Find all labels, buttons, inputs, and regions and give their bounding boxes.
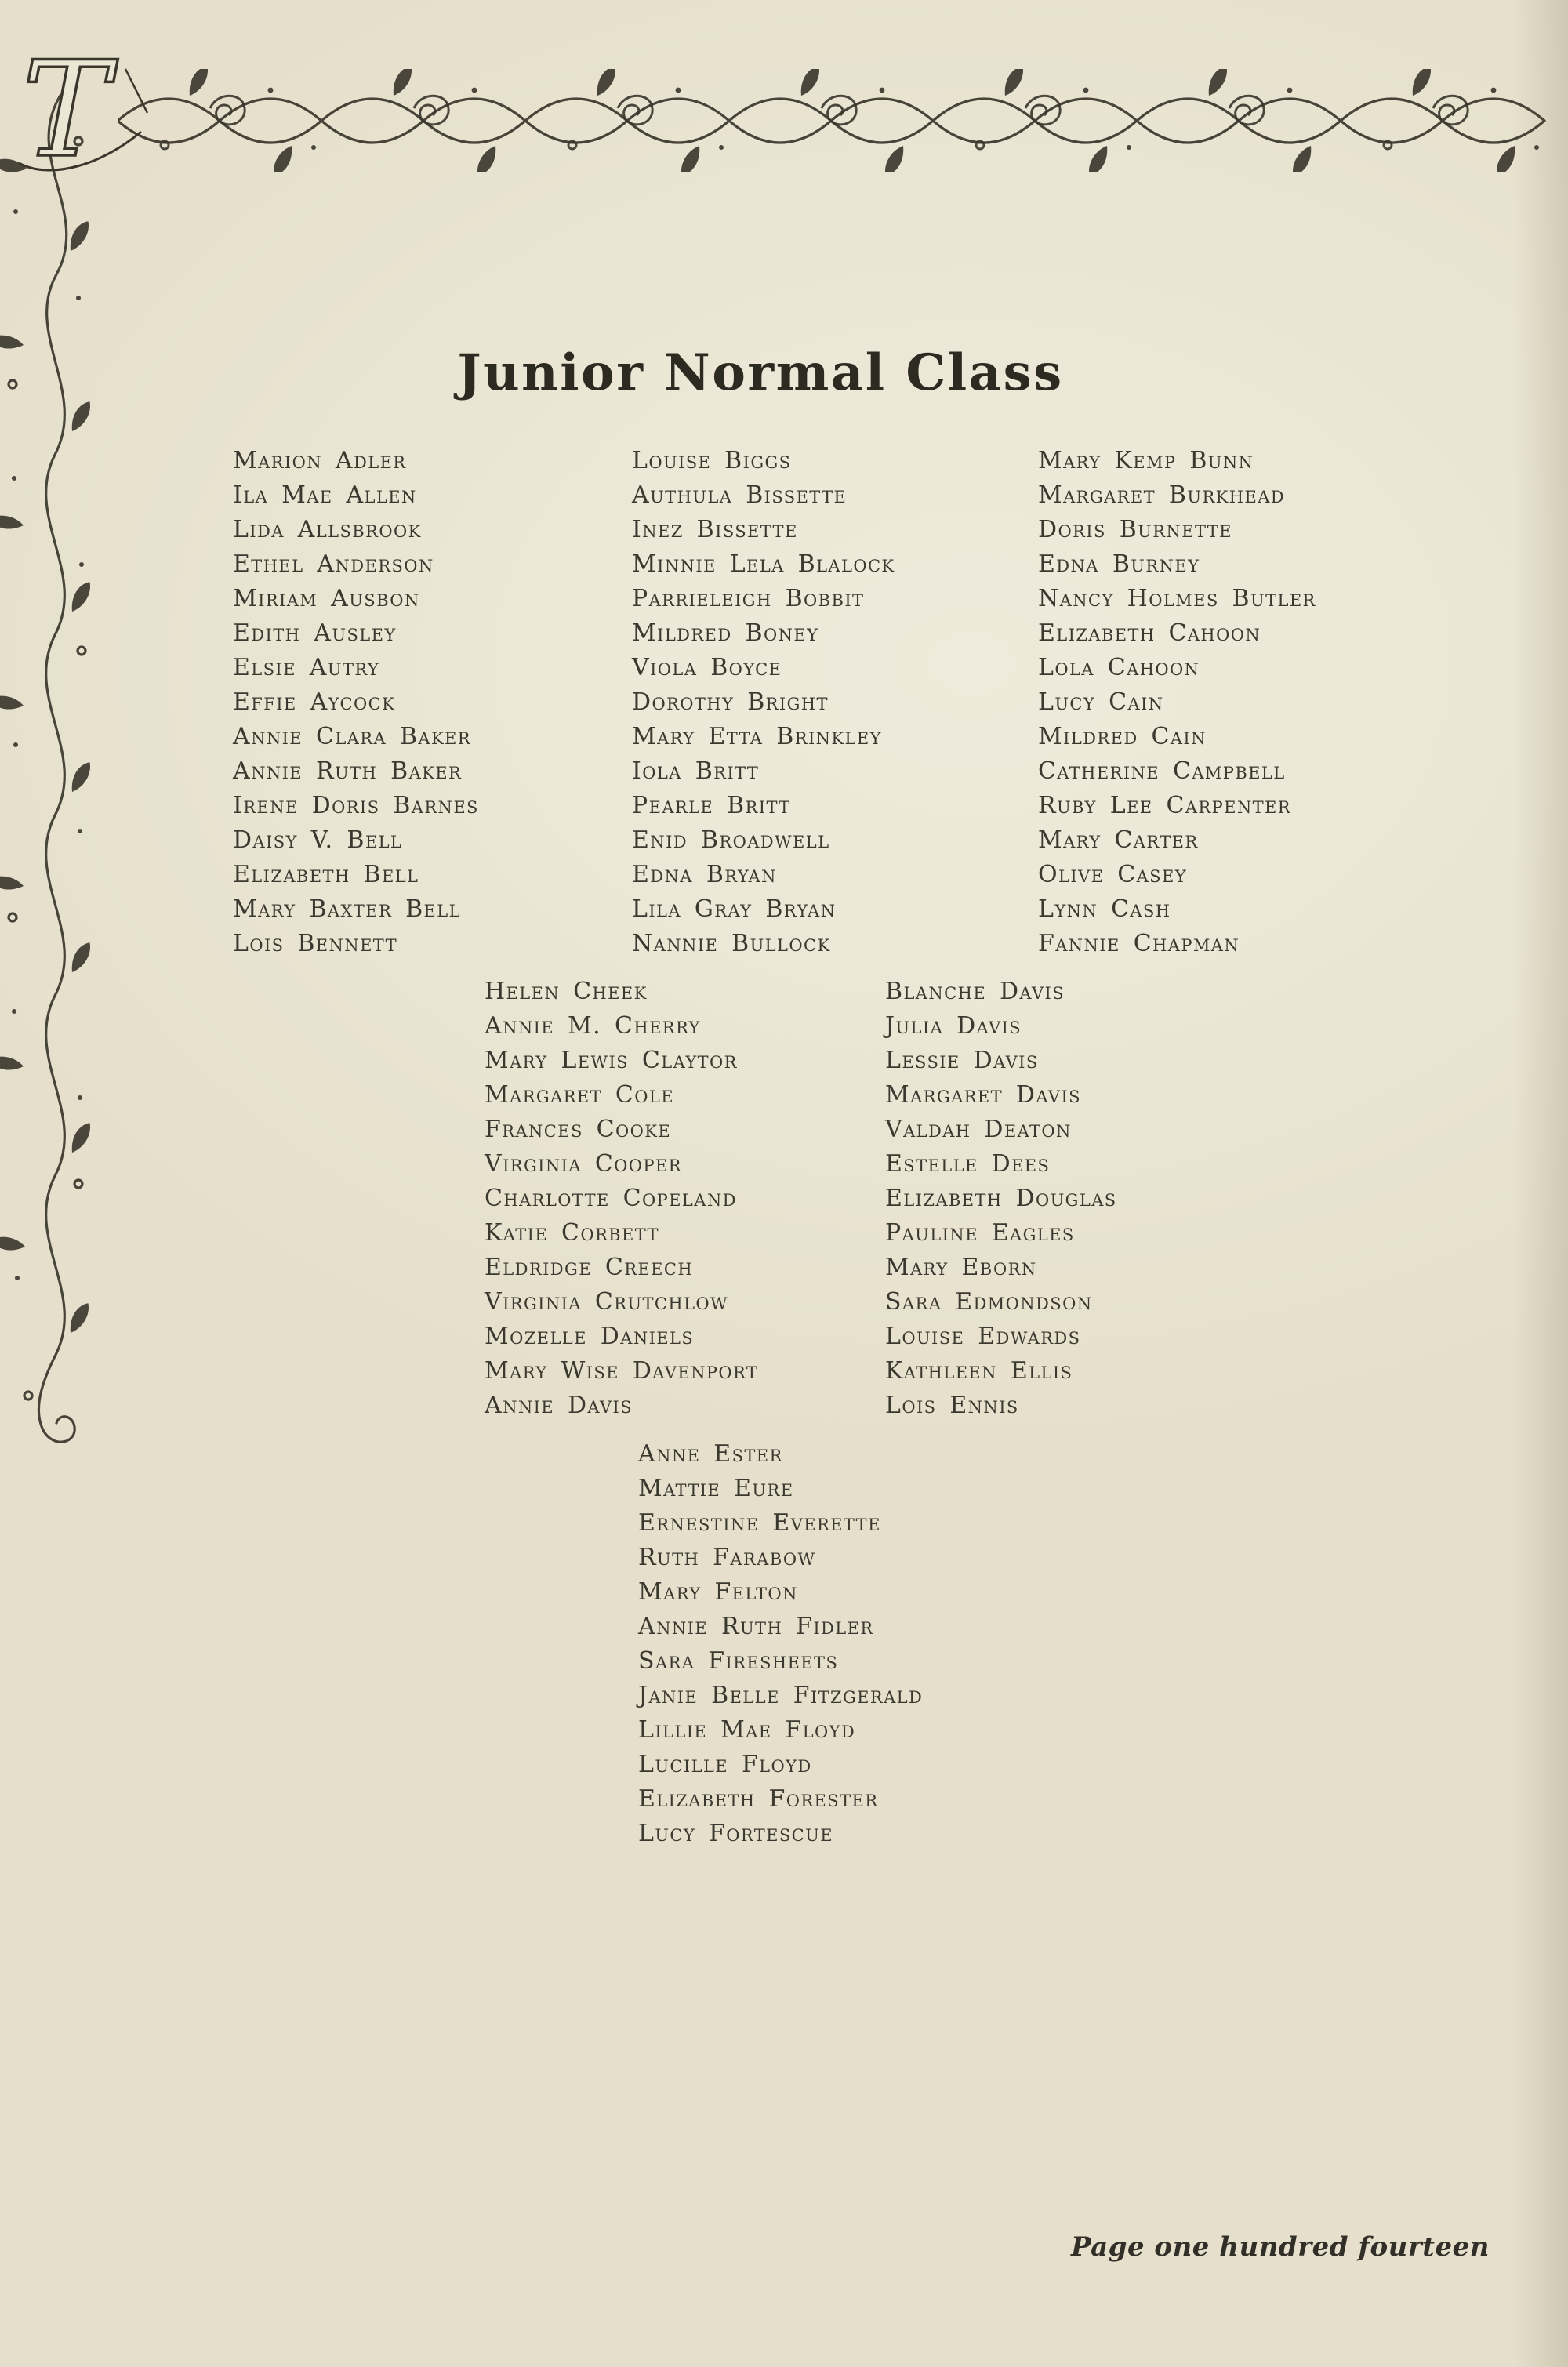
roster-name: Edna Burney (1038, 550, 1200, 578)
roster-name: Frances Cooke (485, 1116, 672, 1143)
roster-name: Ruby Lee Carpenter (1038, 792, 1291, 819)
roster-name: Elizabeth Bell (233, 861, 419, 888)
roster-name: Louise Biggs (632, 447, 792, 474)
roster-name: Annie Ruth Fidler (638, 1613, 874, 1640)
roster-name: Enid Broadwell (632, 826, 830, 854)
roster-column (233, 444, 632, 961)
roster-name: Daisy V. Bell (233, 826, 403, 854)
roster-name: Edna Bryan (632, 861, 777, 888)
page-footer: Page one hundred fourteen (1070, 2231, 1490, 2263)
roster-name: Lynn Cash (1038, 895, 1171, 923)
roster-column (485, 975, 885, 1423)
roster-section (233, 444, 1477, 961)
roster-name: Fannie Chapman (1038, 930, 1240, 957)
roster-name: Iola Britt (632, 757, 760, 785)
roster-name: Katie Corbett (485, 1219, 659, 1247)
roster-name: Lila Gray Bryan (632, 895, 837, 923)
roster-column (885, 975, 1356, 1423)
roster-name: Estelle Dees (885, 1150, 1051, 1178)
roster-name: Mozelle Daniels (485, 1323, 695, 1350)
roster-name: Mary Kemp Bunn (1038, 447, 1254, 474)
roster-name: Mary Wise Davenport (485, 1357, 759, 1385)
roster-column (638, 1437, 1124, 1851)
roster-name: Dorothy Bright (632, 688, 829, 716)
roster-name: Pauline Eagles (885, 1219, 1075, 1247)
roster-name: Lillie Mae Floyd (638, 1716, 856, 1744)
roster-name: Pearle Britt (632, 792, 791, 819)
roster-name: Mildred Boney (632, 619, 819, 647)
roster-name: Authula Bissette (632, 481, 848, 509)
roster-section (638, 1437, 1124, 1851)
roster-name: Viola Boyce (632, 654, 782, 681)
roster-name: Mary Baxter Bell (233, 895, 461, 923)
roster-column (1038, 444, 1477, 961)
roster-name: Helen Cheek (485, 978, 648, 1005)
roster-name: Olive Casey (1038, 861, 1187, 888)
roster-name: Doris Burnette (1038, 516, 1232, 543)
roster-name: Janie Belle Fitzgerald (638, 1682, 924, 1709)
roster-name: Kathleen Ellis (885, 1357, 1073, 1385)
roster-name: Charlotte Copeland (485, 1185, 737, 1212)
roster-name: Inez Bissette (632, 516, 798, 543)
roster-name: Irene Doris Barnes (233, 792, 479, 819)
page-title: Junior Normal Class (457, 343, 1064, 402)
roster-name: Elizabeth Douglas (885, 1185, 1117, 1212)
roster-name: Eldridge Creech (485, 1254, 694, 1281)
scan-edge-shadow (1513, 0, 1568, 2367)
top-ornament-band (118, 69, 1560, 172)
roster-name: Annie Davis (485, 1392, 633, 1419)
roster-name: Ernestine Everette (638, 1509, 881, 1537)
roster-name: Sara Firesheets (638, 1647, 839, 1675)
roster-column (632, 444, 1038, 961)
roster-name: Edith Ausley (233, 619, 397, 647)
roster-name: Elizabeth Cahoon (1038, 619, 1261, 647)
roster-name: Valdah Deaton (885, 1116, 1072, 1143)
roster-name: Mary Etta Brinkley (632, 723, 882, 750)
roster-name: Lessie Davis (885, 1047, 1039, 1074)
roster-name: Lois Bennett (233, 930, 398, 957)
roster-name: Blanche Davis (885, 978, 1065, 1005)
roster-name: Mildred Cain (1038, 723, 1207, 750)
roster-name: Virginia Cooper (485, 1150, 682, 1178)
roster-name: Effie Aycock (233, 688, 396, 716)
roster-name: Lola Cahoon (1038, 654, 1200, 681)
roster-name: Louise Edwards (885, 1323, 1081, 1350)
roster-name: Sara Edmondson (885, 1288, 1093, 1316)
roster-name: Annie Ruth Baker (233, 757, 463, 785)
roster-name: Catherine Campbell (1038, 757, 1286, 785)
roster-name: Virginia Crutchlow (485, 1288, 729, 1316)
roster-name: Lucy Fortescue (638, 1820, 833, 1847)
roster-name: Elsie Autry (233, 654, 380, 681)
roster-name: Julia Davis (885, 1012, 1022, 1040)
roster-section (485, 975, 1356, 1423)
roster-name: Nannie Bullock (632, 930, 831, 957)
roster-name: Lucy Cain (1038, 688, 1164, 716)
roster-name: Mary Eborn (885, 1254, 1037, 1281)
roster-name: Miriam Ausbon (233, 585, 420, 612)
roster-name: Parrieleigh Bobbit (632, 585, 865, 612)
roster-name: Anne Ester (638, 1440, 783, 1468)
roster-name: Mary Felton (638, 1578, 798, 1606)
roster-name: Mattie Eure (638, 1475, 794, 1502)
roster-name: Lida Allsbrook (233, 516, 422, 543)
roster-name: Margaret Cole (485, 1081, 674, 1109)
roster-name: Mary Carter (1038, 826, 1199, 854)
roster-name: Margaret Burkhead (1038, 481, 1286, 509)
initial-letter-glyph: T (22, 38, 111, 187)
roster-name: Nancy Holmes Butler (1038, 585, 1316, 612)
initial-letter-T (8, 38, 149, 194)
roster-name: Lucille Floyd (638, 1751, 812, 1778)
roster-name: Mary Lewis Claytor (485, 1047, 738, 1074)
roster-name: Ethel Anderson (233, 550, 434, 578)
roster-name: Ruth Farabow (638, 1544, 816, 1571)
roster-name: Minnie Lela Blalock (632, 550, 895, 578)
roster-name: Margaret Davis (885, 1081, 1081, 1109)
left-border-ornament (0, 94, 94, 1474)
roster-name: Annie M. Cherry (485, 1012, 701, 1040)
roster-name: Elizabeth Forester (638, 1785, 879, 1813)
roster-name: Annie Clara Baker (233, 723, 471, 750)
roster-name: Marion Adler (233, 447, 407, 474)
roster-name: Lois Ennis (885, 1392, 1019, 1419)
roster-name: Ila Mae Allen (233, 481, 417, 509)
